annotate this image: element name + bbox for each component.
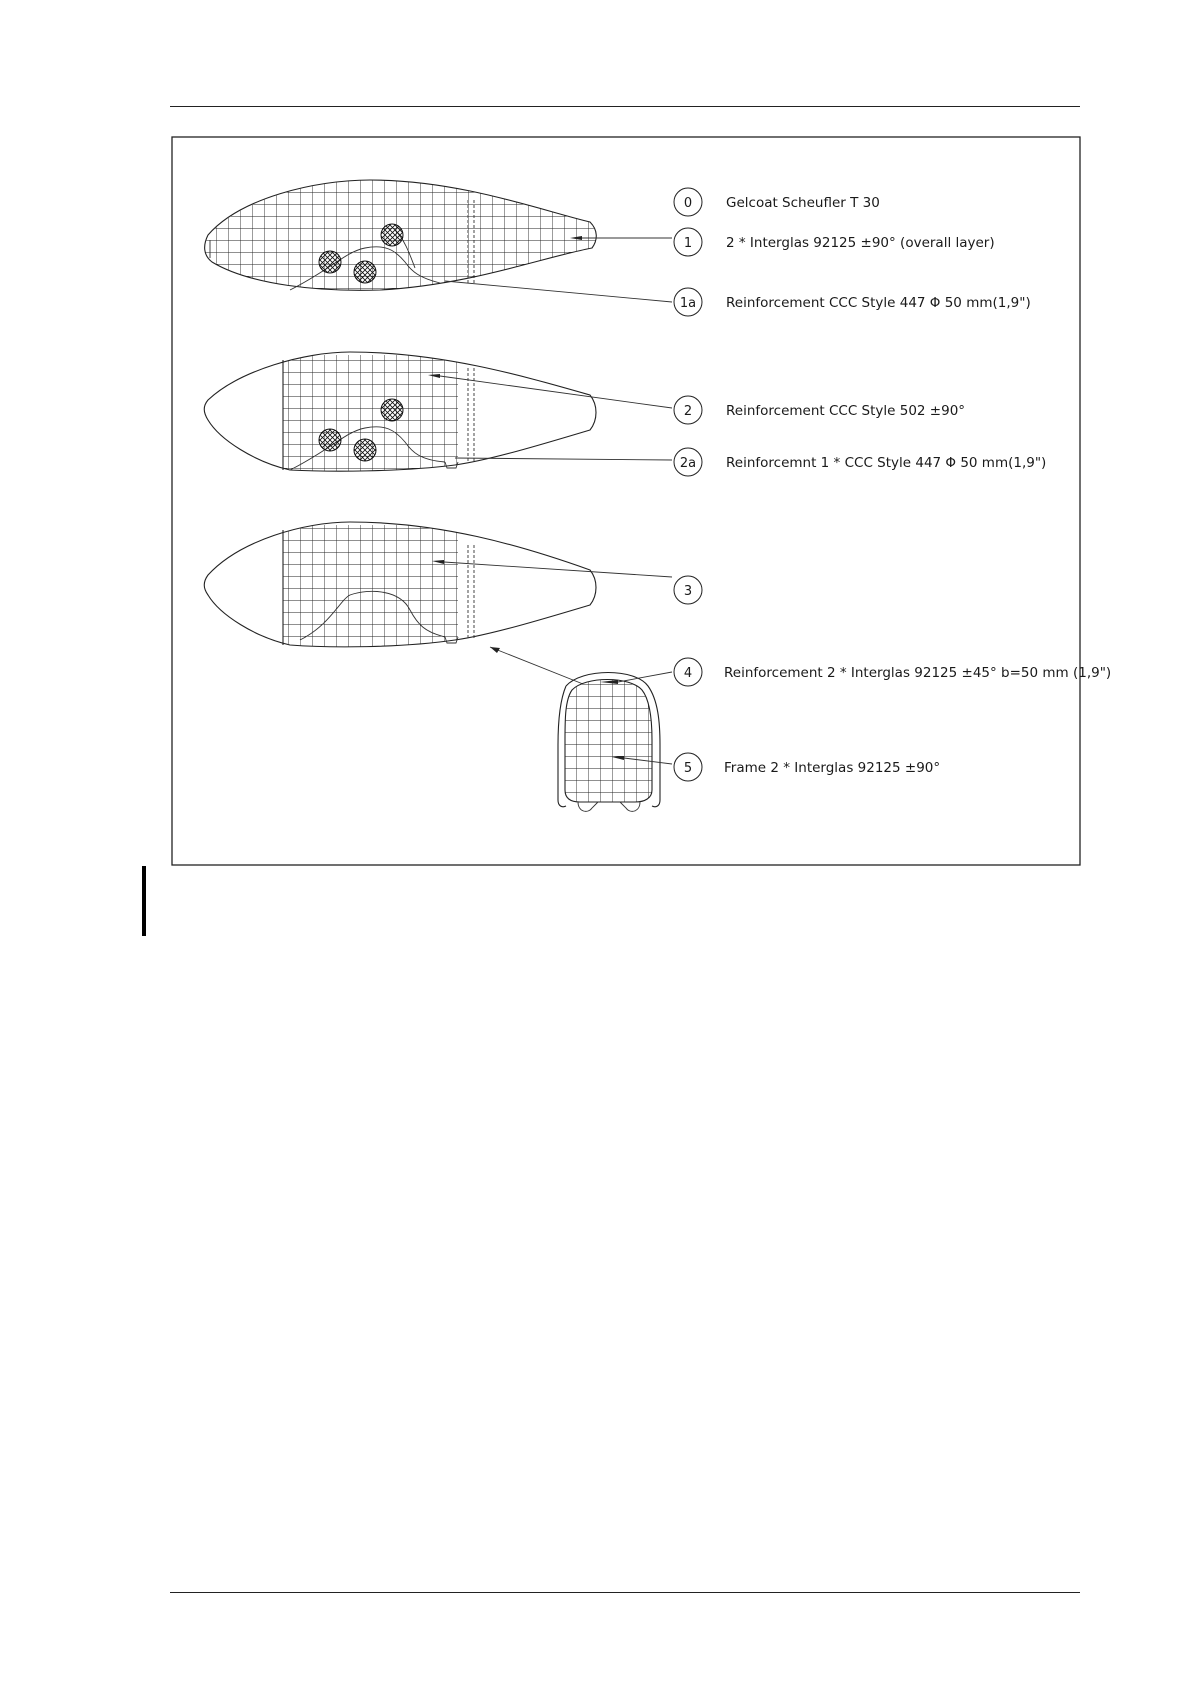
callout-3 (674, 576, 702, 604)
callout-1-number: 1 (683, 236, 693, 251)
callout-1a-number: 1a (679, 296, 697, 311)
callout-2a-label: Reinforcemnt 1 * CCC Style 447 Φ 50 mm(1,9") (726, 455, 1047, 471)
callout-1a-label: Reinforcement CCC Style 447 Φ 50 mm(1,9") (726, 295, 1031, 311)
frame-section (558, 673, 660, 812)
callout-0 (674, 188, 880, 216)
callout-2-label: Reinforcement CCC Style 502 ±90° (726, 403, 966, 419)
callout-1a (674, 288, 1031, 316)
callout-3-number: 3 (683, 584, 693, 599)
fairing-view-1 (200, 170, 600, 300)
callout-0-number: 0 (683, 196, 693, 211)
fairing-view-2 (204, 352, 596, 475)
callout-2-number: 2 (683, 404, 693, 419)
callout-1-label: 2 * Interglas 92125 ±90° (overall layer) (726, 235, 995, 251)
callout-5-number: 5 (683, 761, 693, 776)
callout-4-label: Reinforcement 2 * Interglas 92125 ±45° b=50 mm (1,9") (724, 665, 1112, 681)
callout-1 (674, 228, 995, 256)
callout-4-number: 4 (683, 666, 693, 681)
callout-4 (674, 658, 1111, 686)
callout-0-label: Gelcoat Scheufler T 30 (726, 195, 880, 211)
leader-lines (440, 238, 672, 764)
callout-2a (674, 448, 1046, 476)
callout-5-label: Frame 2 * Interglas 92125 ±90° (724, 760, 941, 776)
callout-2a-number: 2a (679, 456, 697, 471)
callout-2 (674, 396, 965, 424)
fairing-view-3 (204, 522, 596, 650)
callout-5 (674, 753, 940, 781)
